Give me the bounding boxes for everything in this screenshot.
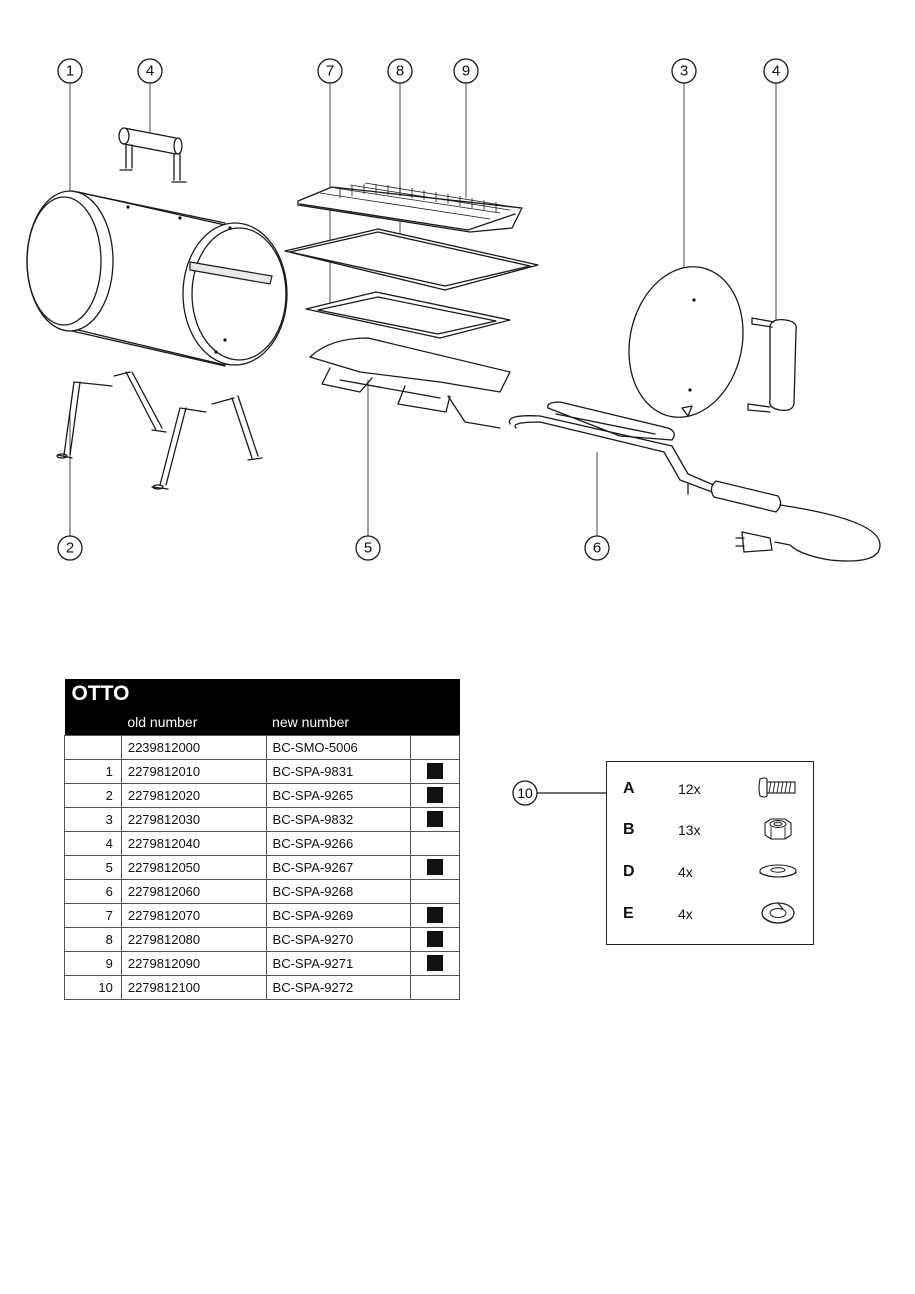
col-header-pos xyxy=(65,709,122,735)
new-number: BC-SMO-5006 xyxy=(266,735,411,759)
svg-text:9: 9 xyxy=(461,62,471,80)
table-row xyxy=(65,951,460,975)
table-row xyxy=(65,807,460,831)
part-position xyxy=(65,735,122,759)
old-number: 2279812020 xyxy=(121,783,266,807)
lid-part-3 xyxy=(615,256,756,428)
availability-mark-cell xyxy=(411,903,460,927)
part-position: 3 xyxy=(65,807,122,831)
new-number: BC-SPA-9268 xyxy=(266,879,411,903)
svg-text:10: 10 xyxy=(517,785,533,801)
hardware-row-e xyxy=(607,899,813,929)
callout-9 xyxy=(454,59,478,83)
drum-body-part-1 xyxy=(27,191,287,366)
part-position: 1 xyxy=(65,759,122,783)
spring-washer-icon xyxy=(757,899,799,927)
svg-text:4: 4 xyxy=(771,62,781,80)
table-row xyxy=(65,879,460,903)
filled-square-mark xyxy=(427,763,443,779)
nut-icon xyxy=(757,815,799,843)
callout-4-right xyxy=(764,59,788,83)
availability-mark-cell xyxy=(411,807,460,831)
filled-square-mark xyxy=(427,931,443,947)
old-number: 2279812030 xyxy=(121,807,266,831)
table-row xyxy=(65,783,460,807)
col-header-mark xyxy=(411,709,460,735)
handle-part-4-left xyxy=(119,128,186,182)
old-number: 2279812050 xyxy=(121,855,266,879)
availability-mark-cell xyxy=(411,927,460,951)
part-position: 8 xyxy=(65,927,122,951)
callout-7 xyxy=(318,59,342,83)
svg-text:5: 5 xyxy=(363,539,373,557)
new-number: BC-SPA-9265 xyxy=(266,783,411,807)
new-number: BC-SPA-9832 xyxy=(266,807,411,831)
new-number: BC-SPA-9831 xyxy=(266,759,411,783)
new-number: BC-SPA-9272 xyxy=(266,975,411,999)
table-row xyxy=(65,831,460,855)
hardware-letter: B xyxy=(623,821,635,838)
table-row xyxy=(65,903,460,927)
callout-8 xyxy=(388,59,412,83)
part-position: 2 xyxy=(65,783,122,807)
old-number: 2239812000 xyxy=(121,735,266,759)
part-position: 7 xyxy=(65,903,122,927)
col-header-old-number: old number xyxy=(121,709,266,735)
filled-square-mark xyxy=(427,859,443,875)
hardware-letter: A xyxy=(623,780,635,797)
filled-square-mark xyxy=(427,907,443,923)
hardware-row-a xyxy=(607,774,813,804)
hardware-row-d xyxy=(607,857,813,887)
part-position: 10 xyxy=(65,975,122,999)
callout-3 xyxy=(672,59,696,83)
table-row xyxy=(65,759,460,783)
hardware-letter: E xyxy=(623,905,634,922)
drip-pan-part-7 xyxy=(306,292,510,338)
tray-part-8 xyxy=(285,229,538,290)
old-number: 2279812070 xyxy=(121,903,266,927)
svg-text:2: 2 xyxy=(65,539,75,557)
new-number: BC-SPA-9271 xyxy=(266,951,411,975)
old-number: 2279812080 xyxy=(121,927,266,951)
availability-mark-cell xyxy=(411,975,460,999)
table-title: OTTO xyxy=(65,679,460,709)
availability-mark-cell xyxy=(411,783,460,807)
element-holder-part-5 xyxy=(310,338,510,428)
hardware-callout xyxy=(512,780,608,806)
svg-text:8: 8 xyxy=(395,62,405,80)
availability-mark-cell xyxy=(411,831,460,855)
new-number: BC-SPA-9270 xyxy=(266,927,411,951)
availability-mark-cell xyxy=(411,759,460,783)
availability-mark-cell xyxy=(411,951,460,975)
handle-part-4-right xyxy=(748,318,796,412)
new-number: BC-SPA-9269 xyxy=(266,903,411,927)
new-number: BC-SPA-9267 xyxy=(266,855,411,879)
part-position: 5 xyxy=(65,855,122,879)
parts-table-body xyxy=(65,735,460,999)
hardware-letter: D xyxy=(623,863,635,880)
filled-square-mark xyxy=(427,811,443,827)
part-position: 9 xyxy=(65,951,122,975)
svg-text:1: 1 xyxy=(65,62,75,80)
hardware-qty: 12x xyxy=(678,781,701,797)
part-position: 4 xyxy=(65,831,122,855)
exploded-view-diagram xyxy=(0,0,915,600)
old-number: 2279812040 xyxy=(121,831,266,855)
col-header-new-number: new number xyxy=(266,709,411,735)
hardware-qty: 4x xyxy=(678,906,693,922)
grill-grate-part-9 xyxy=(298,183,522,232)
svg-text:4: 4 xyxy=(145,62,155,80)
filled-square-mark xyxy=(427,787,443,803)
svg-text:7: 7 xyxy=(325,62,335,80)
hardware-qty: 4x xyxy=(678,864,693,880)
new-number: BC-SPA-9266 xyxy=(266,831,411,855)
hardware-row-b xyxy=(607,815,813,845)
filled-square-mark xyxy=(427,955,443,971)
callout-2 xyxy=(58,536,82,560)
callout-6 xyxy=(585,536,609,560)
old-number: 2279812060 xyxy=(121,879,266,903)
old-number: 2279812100 xyxy=(121,975,266,999)
parts-table xyxy=(64,679,460,1000)
callout-5 xyxy=(356,536,380,560)
callout-4-left xyxy=(138,59,162,83)
heating-element-part-6 xyxy=(509,402,880,561)
table-row xyxy=(65,855,460,879)
legs-part-2 xyxy=(57,372,262,489)
hardware-qty: 13x xyxy=(678,822,701,838)
svg-text:3: 3 xyxy=(679,62,689,80)
svg-text:6: 6 xyxy=(592,539,602,557)
hardware-kit-box xyxy=(606,761,814,945)
availability-mark-cell xyxy=(411,735,460,759)
part-position: 6 xyxy=(65,879,122,903)
old-number: 2279812010 xyxy=(121,759,266,783)
availability-mark-cell xyxy=(411,855,460,879)
old-number: 2279812090 xyxy=(121,951,266,975)
bolt-icon xyxy=(757,774,799,802)
callout-1 xyxy=(58,59,82,83)
washer-icon xyxy=(757,857,799,885)
table-row xyxy=(65,927,460,951)
availability-mark-cell xyxy=(411,879,460,903)
table-row xyxy=(65,975,460,999)
table-row xyxy=(65,735,460,759)
